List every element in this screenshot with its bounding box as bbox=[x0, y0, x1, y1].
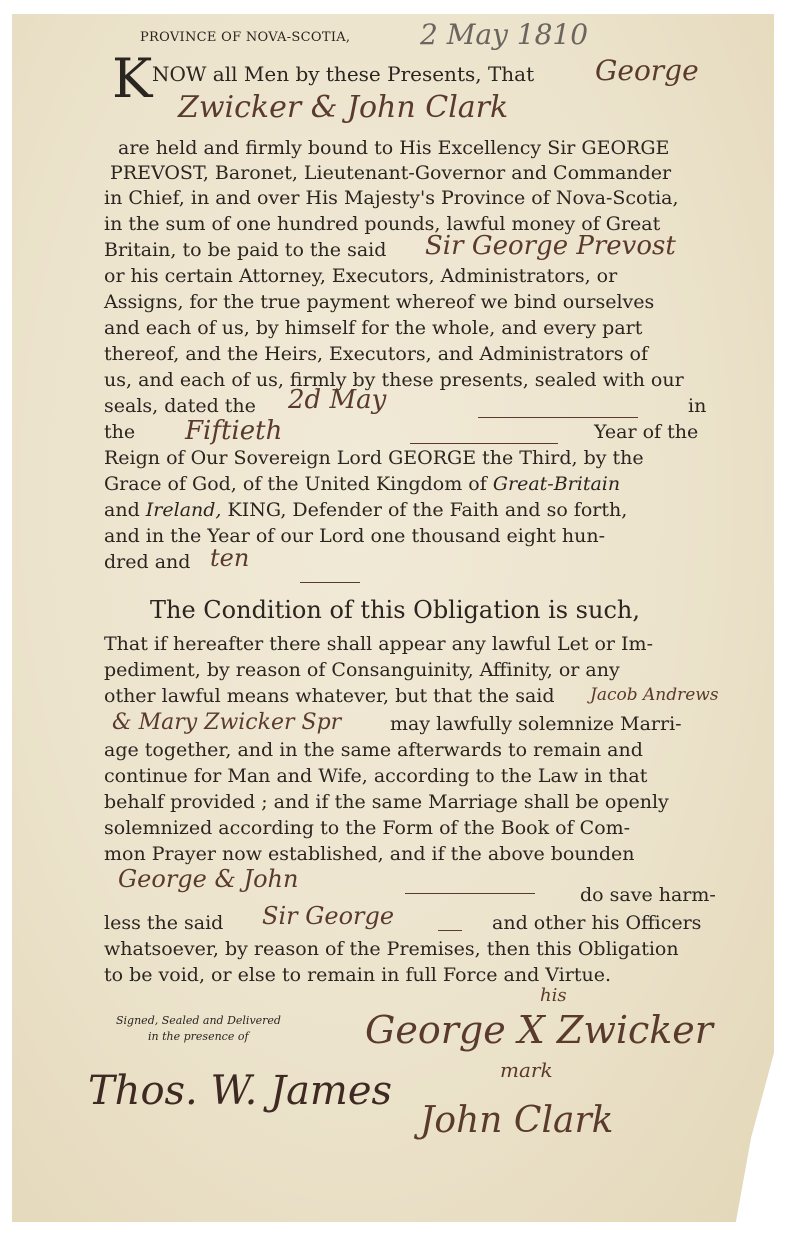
bond-line-2: are held and firmly bound to His Excellency Sir GEORGE bbox=[118, 137, 670, 159]
bond-line-15-text: Grace of God, of the United Kingdom of bbox=[104, 473, 487, 495]
bond-line-12b: in bbox=[688, 395, 707, 417]
hand-save-party: Sir George bbox=[262, 902, 395, 930]
condition-line-1: That if hereafter there shall appear any lawful Let or Im- bbox=[104, 633, 653, 655]
bond-line-3: PREVOST, Baronet, Lieutenant-Governor and Commander bbox=[110, 162, 672, 184]
date-note: 2 May 1810 bbox=[420, 18, 589, 51]
condition-line-5: age together, and in the same afterwards to remain and bbox=[104, 739, 643, 761]
witness-signature: Thos. W. James bbox=[88, 1068, 393, 1114]
hand-payee: Sir George Prevost bbox=[425, 231, 676, 261]
bond-line-7: or his certain Attorney, Executors, Administrators, or bbox=[104, 265, 618, 287]
condition-line-11a: less the said bbox=[104, 912, 224, 934]
condition-line-10a: do save harm- bbox=[580, 884, 716, 906]
province-heading: PROVINCE OF NOVA-SCOTIA, bbox=[140, 30, 351, 45]
condition-line-12: whatsoever, by reason of the Premises, then this Obligation bbox=[104, 938, 679, 960]
hand-groom: Jacob Andrews bbox=[590, 685, 719, 705]
bond-line-1: NOW all Men by these Presents, That bbox=[152, 62, 535, 86]
drop-cap: K bbox=[112, 47, 153, 110]
blank-line-bounden bbox=[405, 893, 535, 894]
condition-line-11b: and other his Officers bbox=[492, 912, 702, 934]
and-text: and bbox=[104, 499, 140, 521]
condition-heading: The Condition of this Obligation is such, bbox=[150, 596, 640, 624]
bond-line-16 bbox=[104, 499, 627, 521]
hand-bride: & Mary Zwicker Spr bbox=[112, 710, 342, 735]
bond-line-5: in the sum of one hundred pounds, lawful money of Great bbox=[104, 213, 661, 235]
hand-bounden: George & John bbox=[118, 865, 299, 893]
ireland-text: Ireland, bbox=[145, 499, 222, 521]
bond-line-9: and each of us, by himself for the whole, and every part bbox=[104, 317, 643, 339]
blank-line-year bbox=[300, 582, 360, 583]
condition-line-8: solemnized according to the Form of the Book of Com- bbox=[104, 817, 631, 839]
condition-line-13: to be void, or else to remain in full Force and Virtue. bbox=[104, 964, 611, 986]
condition-line-7: behalf provided ; and if the same Marriage shall be openly bbox=[104, 791, 669, 813]
signer1-mark: mark bbox=[500, 1058, 553, 1082]
bond-line-13b: Year of the bbox=[594, 421, 699, 443]
condition-line-4: may lawfully solemnize Marri- bbox=[390, 713, 682, 735]
bond-line-14: Reign of Our Sovereign Lord GEORGE the Third, by the bbox=[104, 447, 644, 469]
bond-line-6: Britain, to be paid to the said bbox=[104, 239, 387, 261]
condition-line-6: continue for Man and Wife, according to the Law in that bbox=[104, 765, 648, 787]
bond-line-13a: the bbox=[104, 421, 136, 443]
hand-regnal-year: Fiftieth bbox=[185, 416, 283, 446]
hand-year: ten bbox=[210, 544, 250, 572]
signer1-signature: George X Zwicker bbox=[365, 1008, 713, 1052]
king-text: KING, Defender of the Faith and so forth, bbox=[227, 499, 628, 521]
bond-line-15 bbox=[104, 473, 620, 495]
condition-line-3: other lawful means whatever, but that the said bbox=[104, 685, 555, 707]
bond-line-8: Assigns, for the true payment whereof we bind ourselves bbox=[104, 291, 655, 313]
bond-line-17: and in the Year of our Lord one thousand eight hun- bbox=[104, 525, 606, 547]
blank-line-regnal bbox=[410, 443, 558, 444]
witness-caption-2: in the presence of bbox=[148, 1030, 249, 1043]
hand-names-2: Zwicker & John Clark bbox=[178, 90, 509, 125]
bond-line-18: dred and bbox=[104, 551, 191, 573]
signer1-his: his bbox=[540, 985, 567, 1006]
bond-line-11: us, and each of us, firmly by these presents, sealed with our bbox=[104, 369, 684, 391]
bond-line-10: thereof, and the Heirs, Executors, and Administrators of bbox=[104, 343, 649, 365]
blank-line-day bbox=[478, 417, 638, 418]
condition-line-2: pediment, by reason of Consanguinity, Affinity, or any bbox=[104, 659, 620, 681]
hand-day: 2d May bbox=[288, 385, 387, 415]
bond-line-4: in Chief, in and over His Majesty's Province of Nova-Scotia, bbox=[104, 187, 679, 209]
bond-line-12a: seals, dated the bbox=[104, 395, 256, 417]
great-britain-text: Great-Britain bbox=[492, 473, 621, 495]
hand-names-1: George bbox=[595, 54, 699, 87]
blank-line-save bbox=[438, 930, 462, 931]
signer2-signature: John Clark bbox=[420, 1100, 614, 1141]
witness-caption-1: Signed, Sealed and Delivered bbox=[116, 1014, 281, 1027]
condition-line-9: mon Prayer now established, and if the above bounden bbox=[104, 843, 635, 865]
